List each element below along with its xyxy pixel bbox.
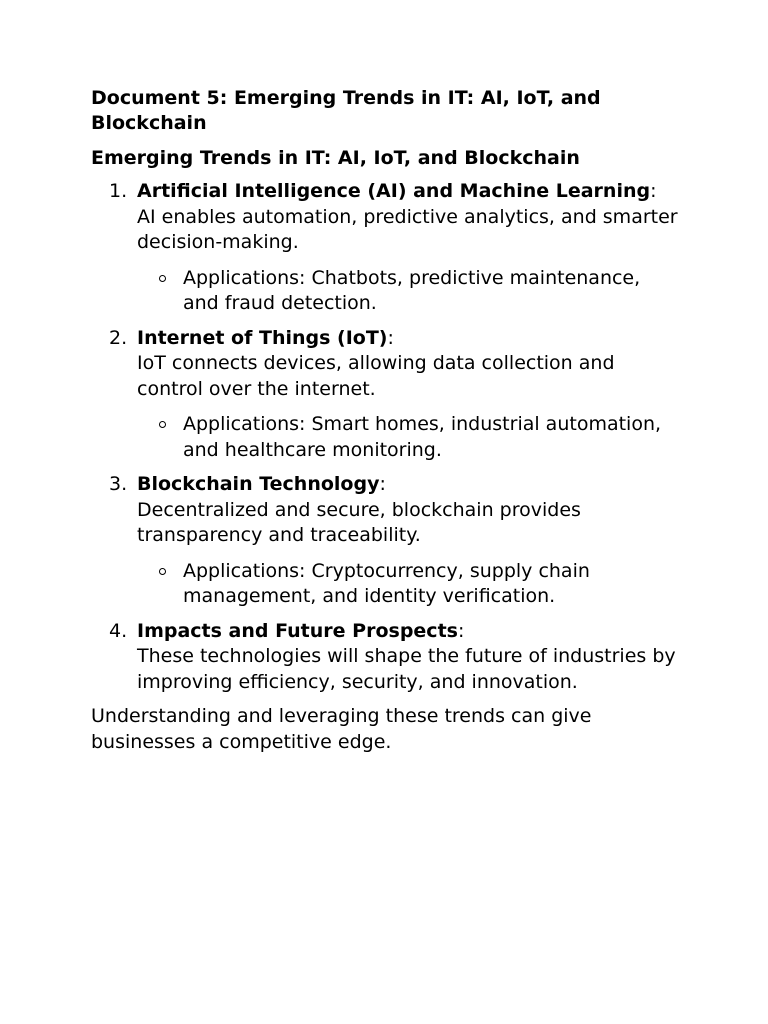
application-text: Applications: Cryptocurrency, supply chain management, and identity verification. (183, 559, 590, 607)
closing-paragraph: Understanding and leveraging these trends can give businesses a competitive edge. (91, 705, 592, 753)
trends-list (91, 179, 681, 695)
trend-item-impacts (91, 619, 681, 696)
trend-heading: Artificial Intelligence (AI) and Machine Learning: (137, 180, 657, 202)
application-text: Applications: Chatbots, predictive maintenance, and fraud detection. (183, 266, 641, 314)
hollow-circle-bullet-icon (159, 421, 166, 428)
document-page (91, 86, 681, 755)
trend-item-iot (91, 326, 681, 464)
hollow-circle-bullet-icon (159, 275, 166, 282)
applications-list (137, 412, 681, 463)
trend-description: Decentralized and secure, blockchain provides transparency and traceability. (137, 498, 581, 546)
applications-list (137, 559, 681, 610)
trend-number: 3. (109, 473, 128, 495)
applications-list (137, 266, 681, 317)
trend-description: These technologies will shape the future of industries by improving efficiency, security, and innovation. (137, 645, 676, 693)
document-subtitle: Emerging Trends in IT: AI, IoT, and Blockchain (91, 147, 580, 169)
trend-description: AI enables automation, predictive analytics, and smarter decision-making. (137, 205, 678, 253)
application-item (137, 559, 681, 610)
trend-heading: Blockchain Technology: (137, 473, 386, 495)
trend-heading: Impacts and Future Prospects: (137, 619, 465, 642)
trend-heading: Internet of Things (IoT): (137, 326, 394, 349)
trend-number: 1. (109, 180, 128, 202)
application-item (137, 266, 681, 317)
trend-number: 2. (109, 326, 128, 349)
trend-number: 4. (109, 619, 128, 642)
application-text: Applications: Smart homes, industrial automation, and healthcare monitoring. (183, 413, 662, 461)
document-title: Document 5: Emerging Trends in IT: AI, IoT, and Blockchain (91, 87, 601, 134)
hollow-circle-bullet-icon (159, 568, 166, 575)
application-item (137, 412, 681, 463)
trend-item-ai (91, 179, 681, 317)
trend-description: IoT connects devices, allowing data collection and control over the internet. (137, 352, 615, 400)
trend-item-blockchain (91, 472, 681, 610)
